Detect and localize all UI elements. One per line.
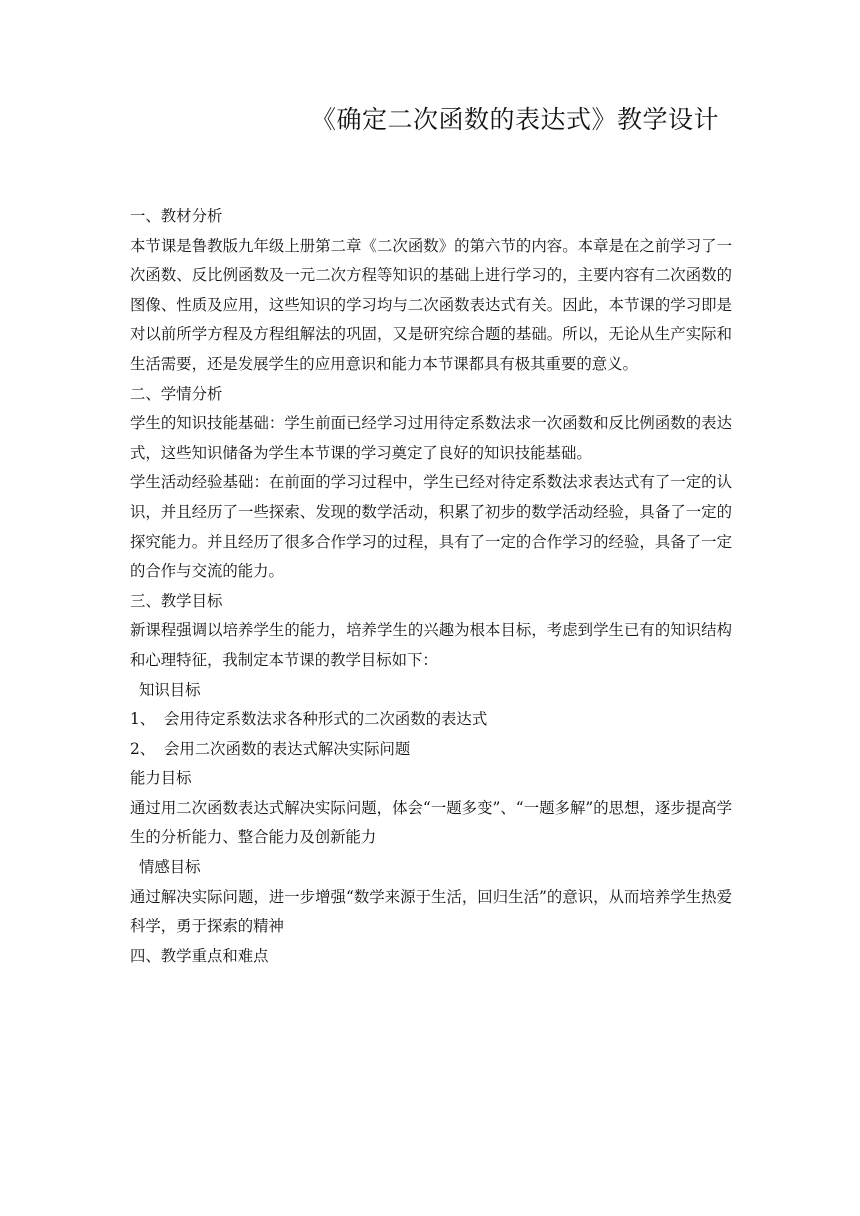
document-title: 《确定二次函数的表达式》教学设计 <box>310 105 719 134</box>
list-item <box>130 735 732 765</box>
paragraph-emotion-goals: 通过解决实际问题，进一步增强“数学来源于生活，回归生活”的意识，从而培养学生热爱科学，勇于探索的精神 <box>130 887 732 936</box>
list-item-number: 2、 <box>130 739 156 758</box>
paragraph-activity-experience-basis: 学生活动经验基础：在前面的学习过程中，学生已经对待定系数法求表达式有了一定的认识，并且经历了一些探索、发现的数学活动，积累了初步的数学活动经验，具备了一定的探究能力。并且经历了很多合作学习的过程，具有了一定的合作学习的经验，具备了一定的合作与交流的能力。 <box>130 473 732 581</box>
section-heading-key-difficult-points: 四、教学重点和难点 <box>130 946 269 965</box>
list-item-text: 会用待定系数法求各种形式的二次函数的表达式 <box>164 710 488 729</box>
list-item-number: 1、 <box>130 710 156 729</box>
list-item-text: 会用二次函数的表达式解决实际问题 <box>164 739 411 758</box>
section-heading-teaching-material: 一、教材分析 <box>130 207 223 225</box>
subheading-emotion-goals: 情感目标 <box>139 858 201 877</box>
document-body <box>130 202 732 971</box>
section-heading-student-analysis: 二、学情分析 <box>130 384 223 403</box>
subheading-ability-goals: 能力目标 <box>130 769 192 788</box>
list-item <box>130 705 732 735</box>
paragraph-ability-goals: 通过用二次函数表达式解决实际问题，体会“一题多变”、“一题多解”的思想，逐步提高学生的分析能力、整合能力及创新能力 <box>130 798 732 847</box>
subheading-knowledge-goals: 知识目标 <box>139 680 201 699</box>
section-heading-teaching-goals: 三、教学目标 <box>130 591 223 610</box>
paragraph-knowledge-skill-basis: 学生的知识技能基础：学生前面已经学习过用待定系数法求一次函数和反比例函数的表达式，这些知识储备为学生本节课的学习奠定了良好的知识技能基础。 <box>130 414 732 462</box>
paragraph-material-analysis: 本节课是鲁教版九年级上册第二章《二次函数》的第六节的内容。本章是在之前学习了一次函数、反比例函数及一元二次方程等知识的基础上进行学习的，主要内容有二次函数的图像、性质及应用，这些知识的学习均与二次函数表达式有关。因此，本节课的学习即是对以前所学方程及方程组解法的巩固，又是研究综合题的基础。所以，无论从生产实际和生活需要，还是发展学生的应用意识和能力本节课都具有极其重要的意义。 <box>130 236 732 373</box>
paragraph-goals-intro: 新课程强调以培养学生的能力，培养学生的兴趣为根本目标，考虑到学生已有的知识结构和心理特征，我制定本节课的教学目标如下： <box>130 621 732 669</box>
